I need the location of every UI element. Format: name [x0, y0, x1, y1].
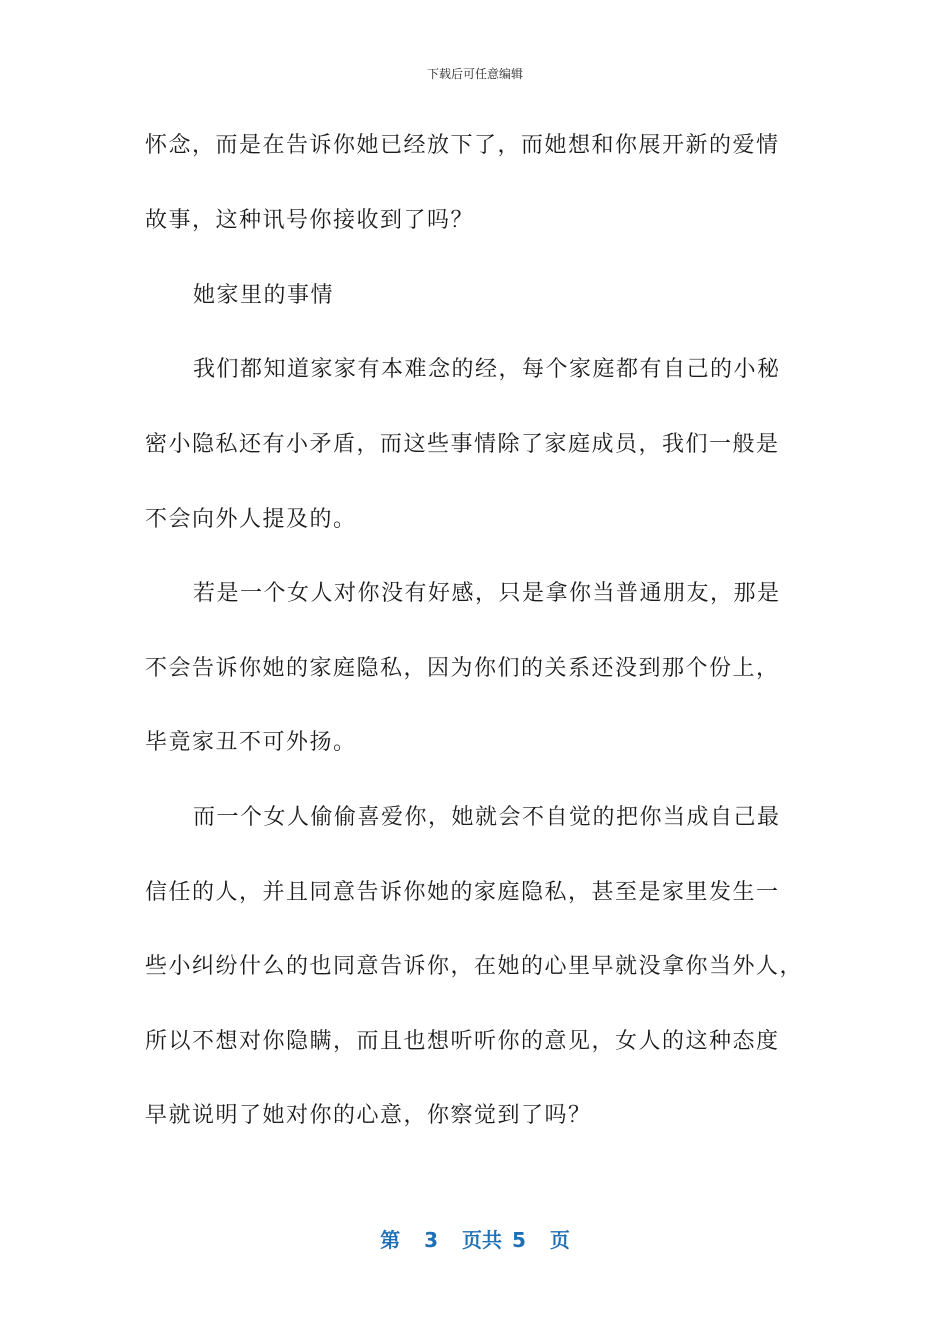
paragraph-line: 早就说明了她对你的心意，你察觉到了吗？: [145, 1103, 592, 1128]
page-header: 下载后可任意编辑: [426, 67, 523, 81]
paragraph-line: 故事，这种讯号你接收到了吗？: [145, 208, 475, 233]
paragraph-line: 些小纠纷什么的也同意告诉你，在她的心里早就没拿你当外人，: [145, 954, 804, 979]
page-prefix: 第: [380, 1228, 401, 1252]
current-page-number: 3: [424, 1228, 438, 1252]
page-middle: 页共: [462, 1228, 502, 1252]
total-pages-number: 5: [512, 1228, 526, 1252]
paragraph-line: 若是一个女人对你没有好感，只是拿你当普通朋友，那是: [193, 581, 781, 606]
paragraph-line: 信任的人，并且同意告诉你她的家庭隐私，甚至是家里发生一: [145, 880, 780, 905]
paragraph-line: 不会告诉你她的家庭隐私，因为你们的关系还没到那个份上，: [145, 656, 780, 681]
paragraph-line: 怀念，而是在告诉你她已经放下了，而她想和你展开新的爱情: [145, 133, 780, 158]
paragraph-line: 不会向外人提及的。: [145, 507, 357, 532]
page-suffix: 页: [549, 1228, 570, 1252]
paragraph-line: 密小隐私还有小矛盾，而这些事情除了家庭成员，我们一般是: [145, 432, 780, 457]
paragraph-line: 而一个女人偷偷喜爱你，她就会不自觉的把你当成自己最: [193, 805, 781, 830]
paragraph-line: 毕竟家丑不可外扬。: [145, 730, 357, 755]
paragraph-line: 我们都知道家家有本难念的经，每个家庭都有自己的小秘: [193, 357, 781, 382]
section-heading: 她家里的事情: [193, 283, 335, 308]
page-footer: [0, 1226, 950, 1254]
paragraph-line: 所以不想对你隐瞒，而且也想听听你的意见，女人的这种态度: [145, 1029, 780, 1054]
